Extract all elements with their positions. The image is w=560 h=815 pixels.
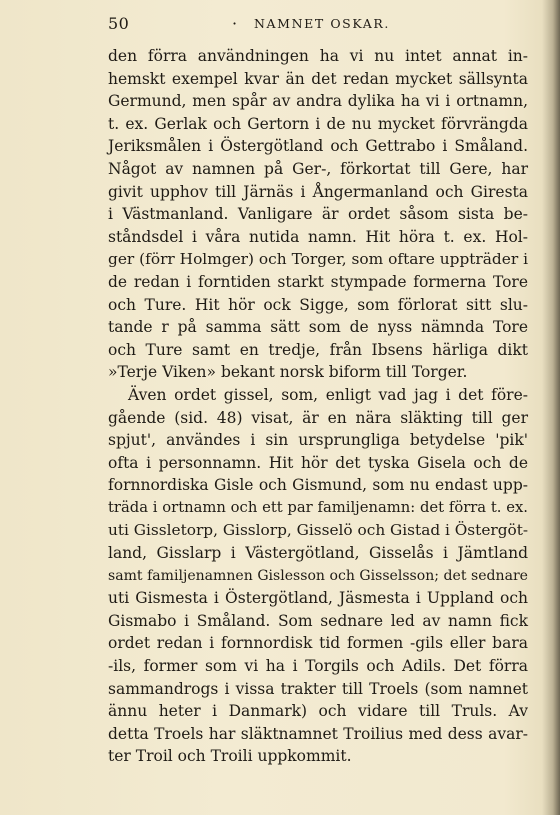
text-line: »Terje Viken» bekant norsk biform till Torger. (108, 363, 468, 382)
text-line: Något av namnen på Ger-, förkortat till Gere, har (108, 159, 528, 178)
text-line: spjut', användes i sin ursprungliga betydelse 'pik' (108, 431, 528, 450)
text-line: de redan i forntiden starkt stympade formerna Tore (108, 272, 528, 291)
text-line: ofta i personnamn. Hit hör det tyska Gisela och de (108, 453, 528, 472)
text-line: tande r på samma sätt som de nyss nämnda Tore (108, 318, 528, 337)
text-line: ter Troil och Troili uppkommit. (108, 747, 352, 766)
text-line: land, Gisslarp i Västergötland, Gisselås i Jämtland (108, 544, 528, 563)
text-line: och Ture samt en tredje, från Ibsens härliga dikt (108, 340, 528, 359)
text-line: ordet redan i fornnordisk tid formen -gils eller bara (108, 634, 528, 653)
text-line: i Västmanland. Vanligare är ordet såsom sista be- (108, 205, 528, 224)
page-header (108, 14, 528, 38)
text-line: träda i ortnamn och ett par familjenamn: det förra t. ex. (108, 498, 528, 516)
running-title: · NAMNET OSKAR. (254, 16, 390, 31)
text-line: Även ordet gissel, som, enligt vad jag i det före- (128, 385, 528, 404)
page-edge-shadow (542, 0, 560, 815)
text-line: -ils, former som vi ha i Torgils och Adils. Det förra (108, 657, 528, 676)
text-line: detta Troels har släktnamnet Troilius med dess avar- (108, 724, 528, 743)
text-line: och Ture. Hit hör ock Sigge, som förlorat sitt slu- (108, 295, 528, 314)
body-text (108, 45, 528, 768)
text-line: ståndsdel i våra nutida namn. Hit höra t. ex. Hol- (108, 227, 528, 246)
text-line: hemskt exempel kvar än det redan mycket sällsynta (108, 69, 528, 88)
text-line: gående (sid. 48) visat, är en nära släkting till ger (108, 408, 528, 427)
text-line: ger (förr Holmger) och Torger, som oftare uppträder i (108, 250, 528, 269)
text-line: t. ex. Gerlak och Gertorn i de nu mycket förvrängda (108, 114, 528, 133)
page-number: 50 (108, 14, 130, 33)
text-line: sammandrogs i vissa trakter till Troels (som namnet (108, 679, 528, 698)
text-line: samt familjenamnen Gislesson och Gisselsson; det sednare (108, 567, 528, 584)
text-line: fornnordiska Gisle och Gismund, som nu endast upp- (108, 476, 528, 495)
text-line: Jeriksmålen i Östergötland och Gettrabo i Småland. (108, 137, 528, 156)
text-line: ännu heter i Danmark) och vidare till Truls. Av (108, 702, 528, 721)
text-line: den förra användningen ha vi nu intet annat in- (108, 47, 528, 65)
text-line: Germund, men spår av andra dylika ha vi i ortnamn, (108, 92, 528, 111)
text-line: givit upphov till Järnäs i Ångermanland och Giresta (108, 182, 528, 201)
text-line: uti Gismesta i Östergötland, Jäsmesta i Uppland och (108, 589, 528, 608)
text-line: uti Gissletorp, Gisslorp, Gisselö och Gistad i Östergöt- (108, 521, 529, 540)
text-line: Gismabo i Småland. Som sednare led av namn fick (108, 611, 528, 630)
